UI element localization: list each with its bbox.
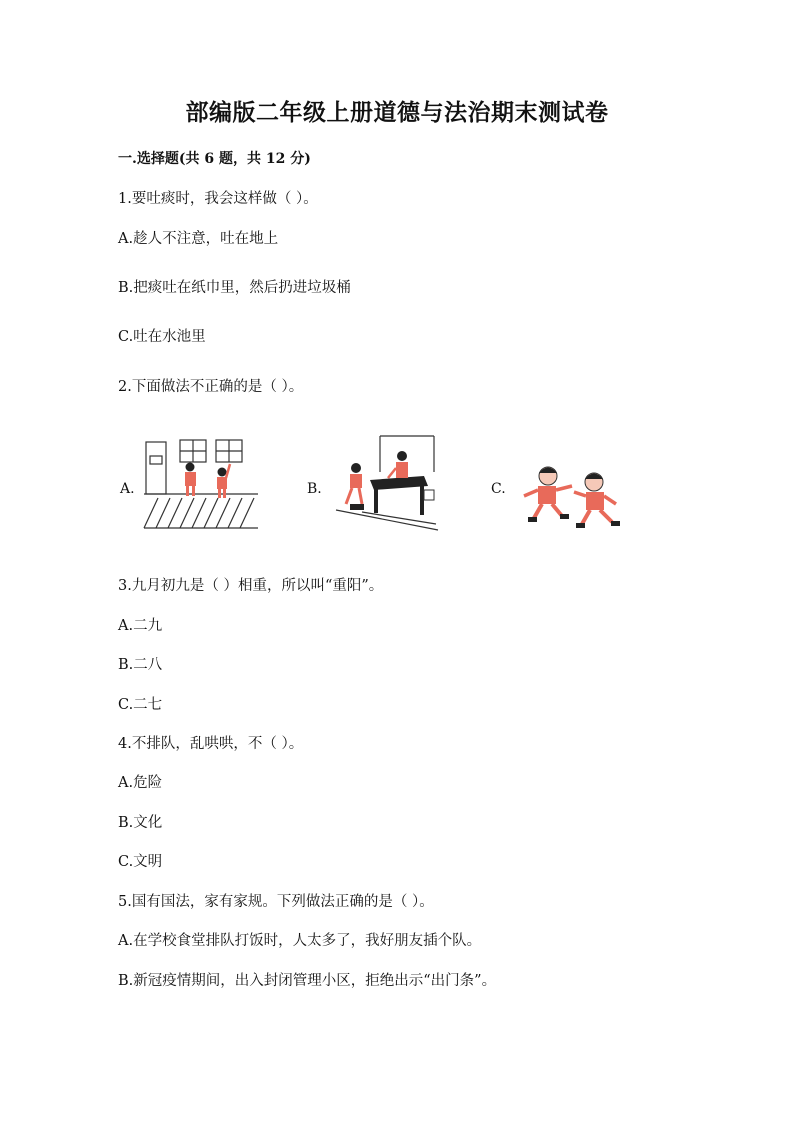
question-4-option-b: B.文化 [118, 815, 163, 831]
question-2-option-a-label: A. [120, 481, 135, 497]
children-cleaning-windows-illustration [140, 436, 260, 531]
question-5-option-b: B.新冠疫情期间，出入封闭管理小区，拒绝出示“出门条”。 [118, 973, 497, 989]
question-1-option-a: A.趁人不注意，吐在地上 [118, 231, 279, 247]
question-1-option-c: C.吐在水池里 [118, 329, 206, 345]
question-5-option-a: A.在学校食堂排队打饭时，人太多了，我好朋友插个队。 [118, 933, 482, 949]
question-4-option-c: C.文明 [118, 854, 163, 870]
question-3-option-c: C.二七 [118, 697, 163, 713]
question-3-stem: 3.九月初九是（ ）相重，所以叫“重阳”。 [118, 578, 384, 594]
question-1-stem: 1.要吐痰时，我会这样做（ ）。 [118, 191, 318, 207]
question-1-option-b: B.把痰吐在纸巾里，然后扔进垃圾桶 [118, 280, 351, 296]
question-4-stem: 4.不排队，乱哄哄，不（ ）。 [118, 736, 304, 752]
question-4-option-a: A.危险 [118, 775, 163, 791]
page-title: 部编版二年级上册道德与法治期末测试卷 [185, 99, 609, 126]
question-3-option-b: B.二八 [118, 657, 163, 673]
question-5-stem: 5.国有国法，家有家规。下列做法正确的是（ ）。 [118, 894, 434, 910]
question-2-option-c-label: C. [491, 481, 506, 497]
question-3-option-a: A.二九 [118, 618, 163, 634]
question-2-stem: 2.下面做法不正确的是（ ）。 [118, 379, 304, 395]
children-fighting-illustration [516, 462, 626, 532]
section-heading: 一.选择题(共 6 题，共 12 分) [118, 151, 311, 167]
children-wiping-table-illustration [332, 432, 442, 534]
question-2-option-b-label: B. [307, 481, 322, 497]
